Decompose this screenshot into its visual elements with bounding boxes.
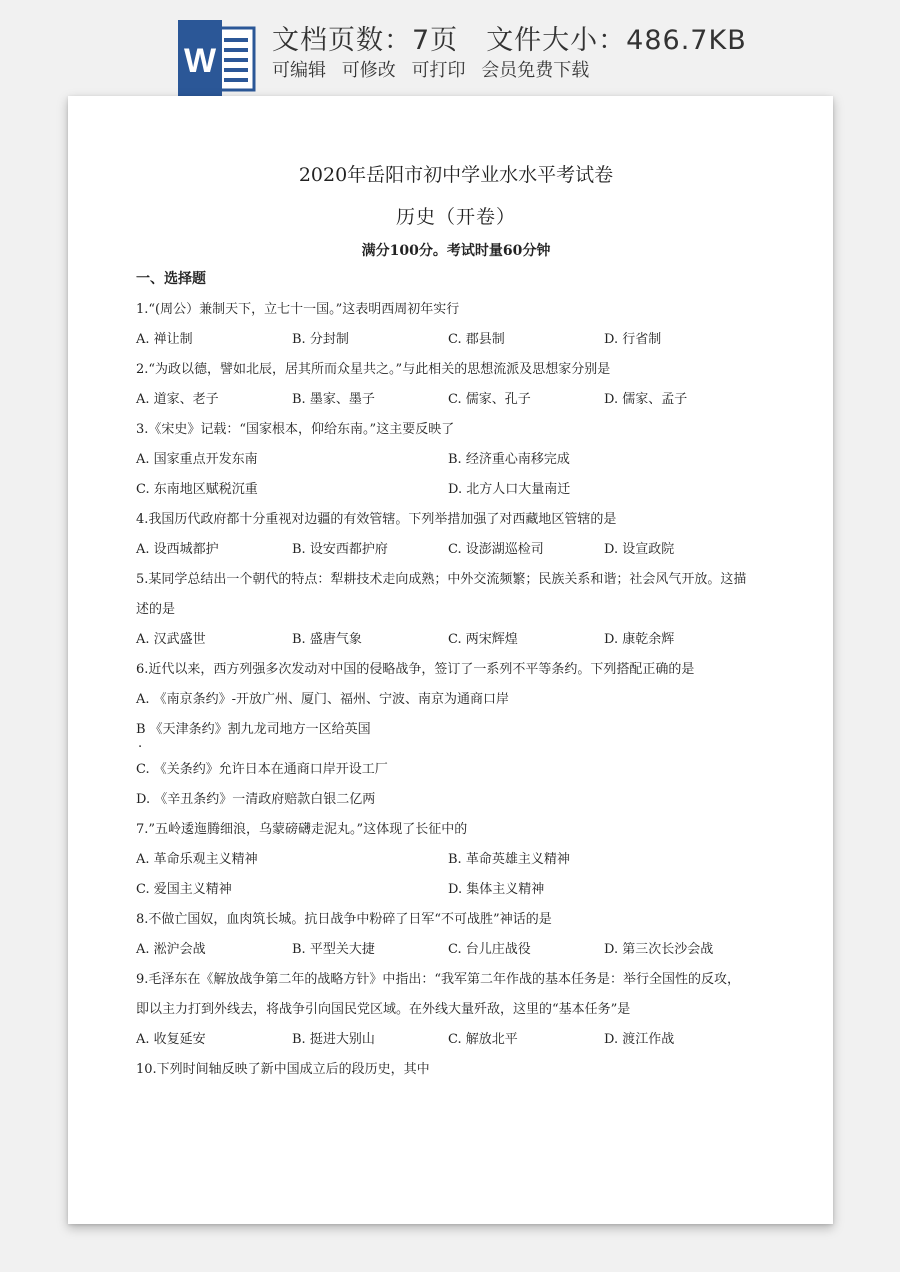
option: A. 道家、老子 xyxy=(136,392,219,407)
feature-member-download: 会员免费下载 xyxy=(481,60,590,81)
file-stats xyxy=(272,18,747,57)
option: B. 盛唐气象 xyxy=(292,632,362,647)
download-banner xyxy=(0,0,900,96)
feature-editable: 可编辑 xyxy=(272,60,326,81)
exam-info: 满分100分。考试时量60分钟 xyxy=(361,243,551,259)
question-stem: 10.下列时间轴反映了新中国成立后的段历史，其中 xyxy=(136,1062,430,1077)
option: B. 挺进大别山 xyxy=(292,1032,375,1047)
page-count: 文档页数：7页 xyxy=(272,25,459,56)
exam-subject: 历史（开卷） xyxy=(395,206,516,228)
option: D. 行省制 xyxy=(604,332,662,347)
option: C. 东南地区赋税沉重 xyxy=(136,482,258,497)
question-stem: 6.近代以来，西方列强多次发动对中国的侵略战争，签订了一系列不平等条约。下列搭配正确的是 xyxy=(136,662,695,677)
feature-list xyxy=(272,56,599,82)
option: B 《天津条约》割九龙司地方一区给英国 xyxy=(136,722,371,737)
question-stem: 7.”五岭逶迤腾细浪，乌蒙磅礴走泥丸。”这体现了长征中的 xyxy=(136,822,468,837)
stray-dot: . xyxy=(138,736,143,751)
option: D. 《辛丑条约》一清政府赔款白银二亿两 xyxy=(136,792,376,807)
option: B. 分封制 xyxy=(292,332,349,347)
option: A. 汉武盛世 xyxy=(136,632,206,647)
feature-printable: 可打印 xyxy=(411,60,466,81)
question-stem: 2.“为政以德，譬如北辰，居其所而众星共之。”与此相关的思想流派及思想家分别是 xyxy=(136,362,611,377)
option: A. 革命乐观主义精神 xyxy=(136,852,258,867)
option: B. 设安西都护府 xyxy=(292,542,388,557)
option: B. 革命英雄主义精神 xyxy=(448,852,570,867)
option: C. 《关条约》允许日本在通商口岸开设工厂 xyxy=(136,762,388,777)
question-stem: 3.《宋史》记载：“国家根本，仰给东南。”这主要反映了 xyxy=(136,422,455,437)
option: C. 台儿庄战役 xyxy=(448,942,531,957)
feature-modifiable: 可修改 xyxy=(341,60,396,81)
question-stem: 4.我国历代政府都十分重视对边疆的有效管辖。下列举措加强了对西藏地区管辖的是 xyxy=(136,512,617,527)
option: B. 墨家、墨子 xyxy=(292,392,375,407)
question-stem: 9.毛泽东在《解放战争第二年的战略方针》中指出：“我军第二年作战的基本任务是：举行全国性的反攻， xyxy=(136,972,741,987)
option: A. 《南京条约》-开放广州、厦门、福州、宁波、南京为通商口岸 xyxy=(136,692,510,707)
question-stem-continued: 述的是 xyxy=(136,602,176,617)
question-stem: 8.不做亡国奴，血肉筑长城。抗日战争中粉碎了日军“不可战胜”神话的是 xyxy=(136,912,552,927)
option: D. 儒家、孟子 xyxy=(604,392,688,407)
file-size: 文件大小：486.7KB xyxy=(486,25,747,56)
option: D. 集体主义精神 xyxy=(448,882,545,897)
question-stem: 5.某同学总结出一个朝代的特点：犁耕技术走向成熟；中外交流频繁；民族关系和谐；社会风气开放。这描 xyxy=(136,572,747,587)
option: A. 收复延安 xyxy=(136,1032,206,1047)
option: C. 设澎湖巡检司 xyxy=(448,542,544,557)
exam-title: 2020年岳阳市初中学业水水平考试卷 xyxy=(298,164,614,186)
option: D. 康乾余辉 xyxy=(604,632,675,647)
option: A. 禅让制 xyxy=(136,332,193,347)
option: A. 国家重点开发东南 xyxy=(136,452,258,467)
question-stem: 1.“(周公）兼制天下，立七十一国。”这表明西周初年实行 xyxy=(136,302,460,317)
option: B. 经济重心南移完成 xyxy=(448,452,570,467)
option: D. 渡江作战 xyxy=(604,1032,675,1047)
word-document-icon xyxy=(178,20,258,96)
svg-text:W: W xyxy=(183,42,217,80)
option: C. 两宋辉煌 xyxy=(448,632,518,647)
option: C. 郡县制 xyxy=(448,332,505,347)
option: A. 设西城都护 xyxy=(136,542,219,557)
option: C. 爱国主义精神 xyxy=(136,882,232,897)
option: D. 北方人口大量南迁 xyxy=(448,482,571,497)
option: D. 第三次长沙会战 xyxy=(604,942,714,957)
option: A. 淞沪会战 xyxy=(136,942,206,957)
document-page xyxy=(68,96,833,1224)
option: B. 平型关大捷 xyxy=(292,942,375,957)
option: D. 设宣政院 xyxy=(604,542,675,557)
option: C. 儒家、孔子 xyxy=(448,392,531,407)
section-heading: 一、选择题 xyxy=(136,271,206,287)
question-stem-continued: 即以主力打到外线去，将战争引向国民党区域。在外线大量歼敌，这里的“基本任务”是 xyxy=(136,1002,631,1017)
option: C. 解放北平 xyxy=(448,1032,518,1047)
